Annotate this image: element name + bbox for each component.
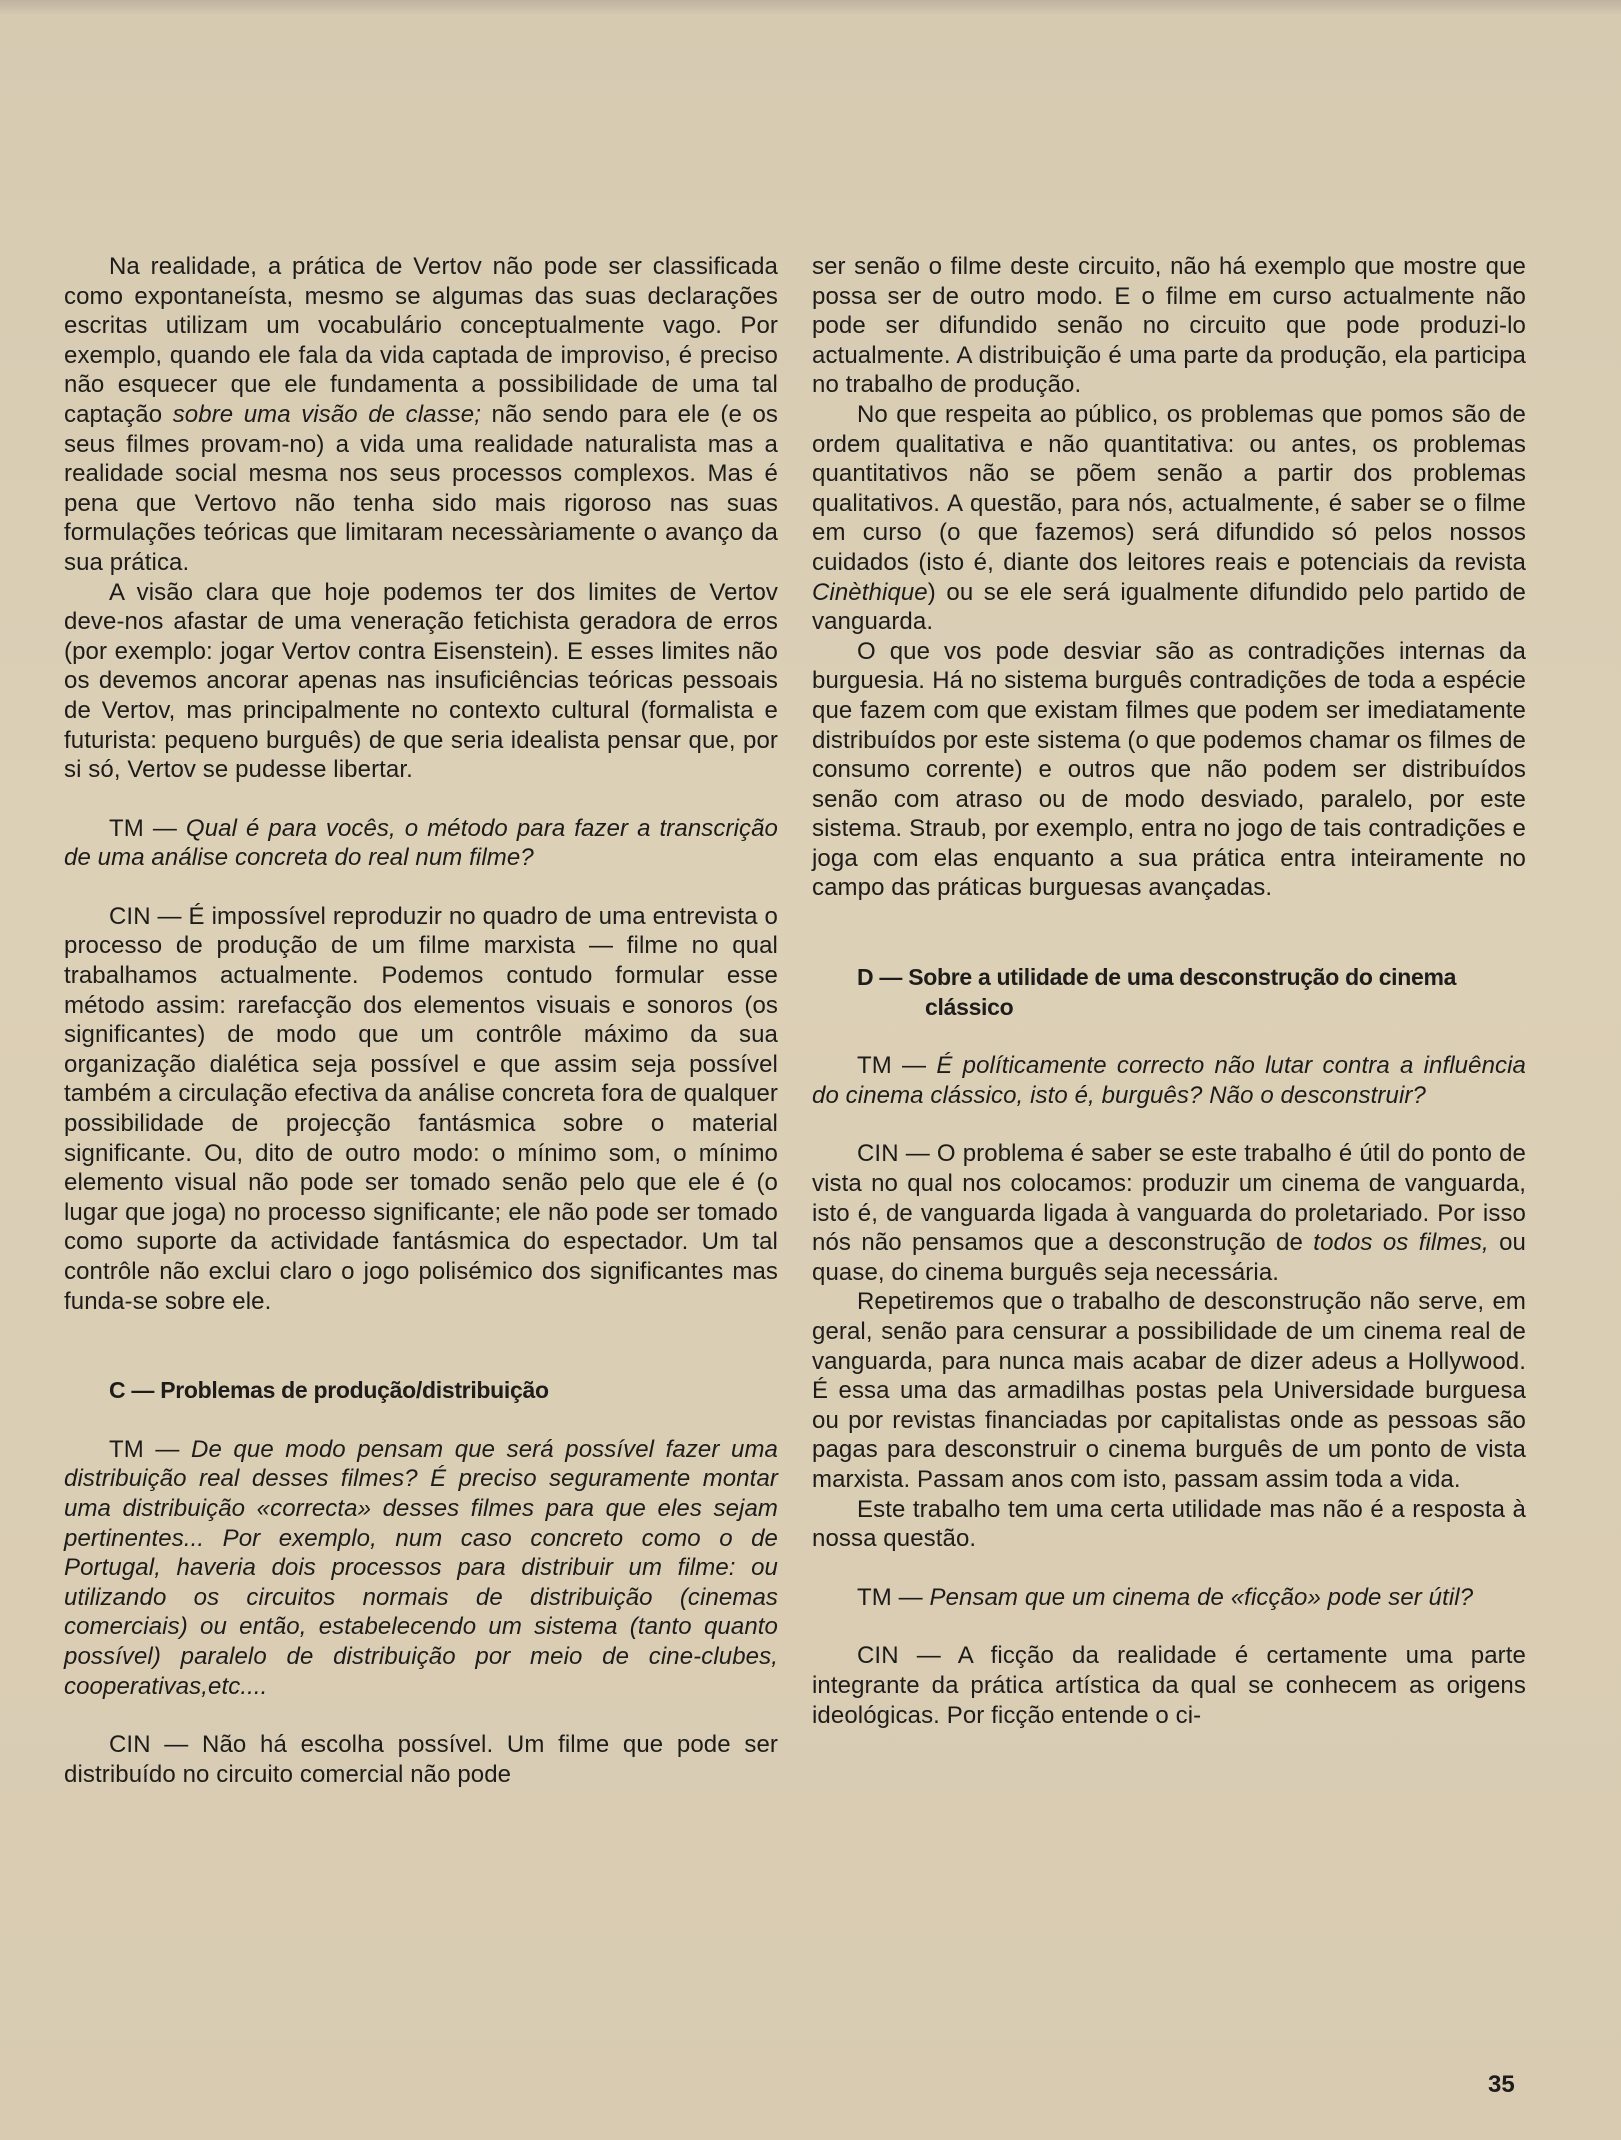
paragraph: A visão clara que hoje podemos ter dos limites de Vertov deve-nos afastar de uma veneração fetichista geradora de erros (por exemplo: jogar Vertov contra Eisenstein). E esses limites não os devemos ancorar apenas nas insuficiências teóricas pessoais de Vertov, mas principalmente no contexto cultural (formalista e futurista: pequeno burguês) de que seria idealista pensar que, por si só, Vertov se pudesse libertar. — [64, 578, 778, 784]
paragraph: No que respeita ao público, os problemas que pomos são de ordem qualitativa e não quantitativa: ou antes, os problemas quantitativos não se põem senão a partir dos problemas qualitativos. A questão, para nós, actualmente, é saber se o filme em curso (o que fazemos) será difundido só pelos nossos cuidados (isto é, diante dos leitores reais e potenciais da revista Cinèthique) ou se ele será igualmente difundido pelo partido de vanguarda. — [812, 400, 1526, 636]
left-column — [64, 252, 778, 1789]
interview-answer: CIN — O problema é saber se este trabalho é útil do ponto de vista no qual nos colocamos: produzir um cinema de vanguarda, isto é, de vanguarda ligada à vanguarda do proletariado. Por isso nós não pensamos que a desconstrução de todos os filmes, ou quase, do cinema burguês seja necessária. — [812, 1140, 1526, 1286]
interview-answer: CIN — É impossível reproduzir no quadro de uma entrevista o processo de produção de um filme marxista — filme no qual trabalhamos actualmente. Podemos contudo formular esse método assim: rarefacção dos elementos visuais e sonoros (os significantes) de modo que um contrôle máximo da sua organização dialética seja possível e que assim seja possível também a circulação efectiva da análise concreta fora de qualquer possibilidade de projecção fantásmica sobre o material significante. Ou, dito de outro modo: o mínimo som, o mínimo elemento visual não pode ser tomado senão pelo que ele é (o lugar que joga) no processo significante; ele não pode ser tomado como suporte da actividade fantásmica do espectador. Um tal contrôle não exclui claro o jogo polisémico dos significantes mas funda-se sobre ele. — [64, 902, 778, 1315]
interview-question: TM — Qual é para vocês, o método para fazer a transcrição de uma análise concreta do real num filme? — [64, 814, 778, 872]
paragraph: Repetiremos que o trabalho de desconstrução não serve, em geral, senão para censurar a possibilidade de um cinema real de vanguarda, para nunca mais acabar de dizer adeus a Hollywood. É essa uma das armadilhas postas pela Universidade burguesa ou por revistas financiadas por capitalistas onde as pessoas são pagas para desconstruir o cinema burguês de um ponto de vista marxista. Passam anos com isto, passam assim toda a vida. — [812, 1288, 1526, 1493]
interview-question: TM — Pensam que um cinema de «ficção» pode ser útil? — [857, 1583, 1474, 1611]
page-number: 35 — [1488, 2071, 1515, 2098]
paragraph: Este trabalho tem uma certa utilidade mas não é a resposta à nossa questão. — [812, 1495, 1526, 1553]
section-heading-c: C — Problemas de produção/distribuição — [109, 1377, 549, 1404]
paragraph: ser senão o filme deste circuito, não há exemplo que mostre que possa ser de outro modo. E o filme em curso actualmente não pode ser difundido senão no circuito que pode produzi-lo actualmente. A distribuição é uma parte da produção, ela participa no trabalho de produção. — [812, 253, 1526, 399]
interview-answer: CIN — Não há escolha possível. Um filme que pode ser distribuído no circuito comercial não pode — [64, 1731, 778, 1788]
paragraph: O que vos pode desviar são as contradições internas da burguesia. Há no sistema burguês contradições de toda a espécie que fazem com que existam filmes que podem ser imediatamente distribuídos por este sistema (o que podemos chamar os filmes de consumo corrente) e outros que não podem ser distribuídos senão com atraso ou de modo desviado, paralelo, por este sistema. Straub, por exemplo, entra no jogo de tais contradições e joga com elas enquanto a sua prática entra inteiramente no campo das práticas burguesas avançadas. — [812, 637, 1526, 902]
paragraph: Na realidade, a prática de Vertov não pode ser classificada como expontaneísta, mesmo se algumas das suas declarações escritas utilizam um vocabulário conceptualmente vago. Por exemplo, quando ele fala da vida captada de improviso, é preciso não esquecer que ele fundamenta a possibilidade de uma tal captação sobre uma visão de classe; não sendo para ele (e os seus filmes provam-no) a vida uma realidade naturalista mas a realidade social mesma nos seus processos complexos. Mas é pena que Vertovo não tenha sido mais rigoroso nas suas formulações teóricas que limitaram necessàriamente o avanço da sua prática. — [64, 253, 778, 576]
section-heading-d: D — Sobre a utilidade de uma desconstrução do cinema clássico — [857, 964, 1457, 1020]
interview-question: TM — É políticamente correcto não lutar contra a influência do cinema clássico, isto é, burguês? Não o desconstruir? — [812, 1052, 1526, 1109]
right-column — [812, 252, 1526, 1730]
interview-answer: CIN — A ficção da realidade é certamente uma parte integrante da prática artística da qual se conhecem as origens ideológicas. Por ficção entende o ci- — [812, 1642, 1526, 1729]
page-top-edge — [0, 0, 1621, 14]
interview-question: TM — De que modo pensam que será possível fazer uma distribuição real desses filmes? É preciso seguramente montar uma distribuição «correcta» desses filmes para que eles sejam pertinentes... Por exemplo, num caso concreto como o de Portugal, haveria dois processos para distribuir um filme: ou utilizando os circuitos normais de distribuição (cinemas comerciais) ou então, estabelecendo um sistema (tanto quanto possível) paralelo de distribuição por meio de cine-clubes, cooperativas,etc.... — [64, 1435, 778, 1700]
